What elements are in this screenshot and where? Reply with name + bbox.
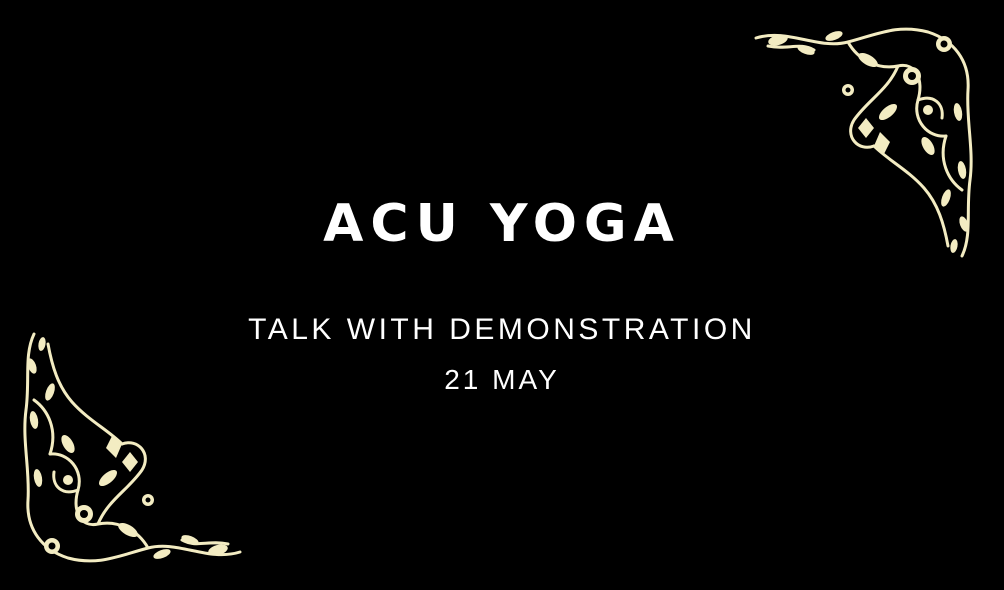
event-title: ACU YOGA <box>323 194 681 254</box>
event-date: 21 MAY <box>444 364 560 395</box>
event-subtitle: TALK WITH DEMONSTRATION <box>248 313 756 346</box>
